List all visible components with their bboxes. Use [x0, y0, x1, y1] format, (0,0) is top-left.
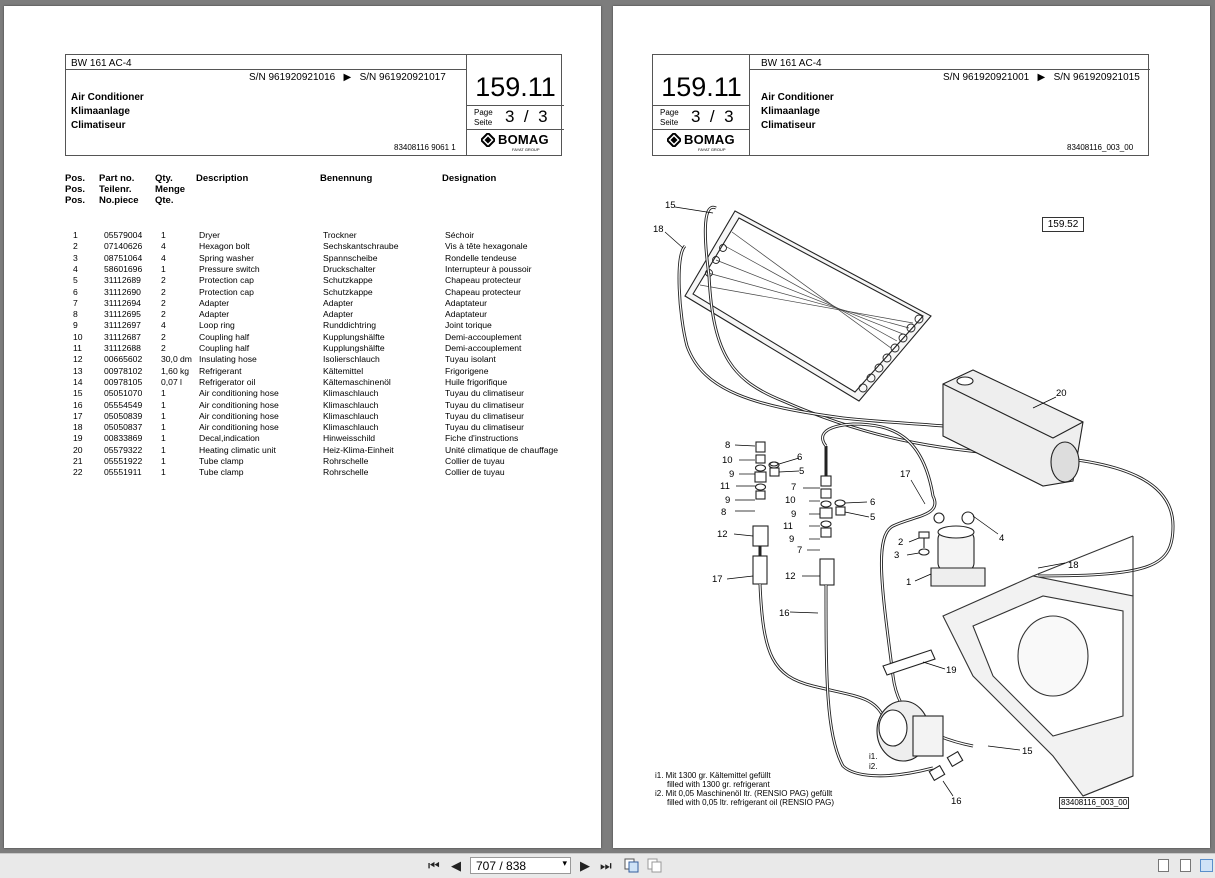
- row-benennung: Druckschalter: [323, 263, 376, 274]
- row-pos: 18: [73, 422, 83, 433]
- row-part-number: 31112687: [104, 331, 141, 342]
- serial-to: S/N 961920921017: [359, 72, 446, 83]
- row-designation: Demi-accouplement: [445, 331, 522, 342]
- row-pos: 2: [73, 241, 78, 252]
- row-pos: 6: [73, 286, 78, 297]
- fittings-right: [770, 446, 845, 585]
- row-pos: 4: [73, 263, 78, 274]
- callout-9: 9: [725, 495, 731, 506]
- row-benennung: Sechskantschraube: [323, 241, 399, 252]
- callout-10: 10: [722, 455, 733, 466]
- row-part-number: 31112695: [104, 309, 141, 320]
- doc-number: 83408116 9061 1: [394, 143, 456, 152]
- doc-number: 83408116_003_00: [1067, 143, 1134, 152]
- row-qty: 4: [161, 252, 166, 263]
- page-layout-icon[interactable]: [647, 858, 662, 873]
- col-part: Part no. Teilenr. No.piece: [99, 173, 139, 206]
- last-page-button[interactable]: ⏭: [600, 858, 612, 873]
- numbox-divider: [467, 129, 564, 130]
- brand-sub: FAYAT GROUP: [512, 147, 540, 152]
- note-i1-de: i1. Mit 1300 gr. Kältemittel gefüllt: [655, 771, 771, 780]
- title-en: Air Conditioner: [761, 92, 834, 103]
- row-pos: 8: [73, 309, 78, 320]
- copy-page-icon[interactable]: [624, 858, 639, 873]
- row-pos: 1: [73, 230, 78, 240]
- right-header-box: [652, 54, 1149, 156]
- first-page-button[interactable]: ⏮: [428, 858, 440, 873]
- row-designation: Tuyau du climatiseur: [445, 410, 524, 421]
- serial-range: S/N 961920921001 ▶ S/N 961920921015: [943, 72, 1140, 83]
- col-designation: Designation: [442, 173, 497, 184]
- section-titles: [761, 91, 834, 133]
- row-pos: 14: [73, 376, 83, 387]
- serial-from: S/N 961920921016: [249, 72, 336, 83]
- row-benennung: Heiz-Klima-Einheit: [323, 444, 394, 455]
- row-description: Air conditioning hose: [199, 410, 279, 421]
- continuous-view-icon[interactable]: [1180, 859, 1191, 872]
- section-number: 159.11: [475, 72, 556, 102]
- bomag-diamond-icon: [481, 133, 495, 147]
- row-part-number: 31112697: [104, 320, 141, 331]
- title-de: Klimaanlage: [761, 106, 820, 117]
- callout-9: 9: [789, 534, 795, 545]
- row-pos: 12: [73, 354, 83, 365]
- row-part-number: 05551911: [104, 467, 142, 478]
- row-description: Coupling half: [199, 331, 250, 342]
- previous-page-button[interactable]: ◀: [451, 858, 461, 873]
- callout-17: 17: [712, 574, 723, 585]
- next-page-button[interactable]: ▶: [580, 858, 590, 873]
- model-name: BW 161 AC-4: [761, 58, 822, 69]
- single-page-view-icon[interactable]: [1158, 859, 1169, 872]
- callout-16: 16: [779, 608, 790, 619]
- row-designation: Adaptateur: [445, 297, 488, 308]
- header-divider: [66, 69, 466, 70]
- row-pos: 13: [73, 365, 83, 376]
- row-pos: 3: [73, 252, 78, 263]
- page-value: 3 / 3: [691, 107, 734, 126]
- callout-15: 15: [665, 200, 676, 211]
- row-description: Hexagon bolt: [199, 241, 250, 252]
- callout-6: 6: [870, 497, 876, 508]
- callout-1: 1: [906, 577, 912, 588]
- row-part-number: 05051070: [104, 388, 143, 399]
- diagram-ref: 83408116_003_00: [1061, 798, 1128, 807]
- row-qty: 30,0: [161, 354, 178, 365]
- row-qty: 4: [161, 241, 166, 252]
- row-pos: 5: [73, 275, 78, 286]
- row-qty: 2: [161, 275, 166, 286]
- row-qty: 4: [161, 320, 166, 331]
- callout-6: 6: [797, 452, 803, 463]
- row-pos: 19: [73, 433, 83, 444]
- numbox-divider: [653, 105, 750, 106]
- row-benennung: Schutzkappe: [323, 275, 373, 286]
- row-description: Dryer: [199, 230, 221, 240]
- page-label: [660, 108, 679, 128]
- row-unit: kg: [180, 365, 190, 376]
- row-description: Air conditioning hose: [199, 422, 279, 433]
- chevron-down-icon: ▾: [562, 858, 567, 868]
- row-pos: 11: [73, 343, 82, 353]
- row-designation: Collier de tuyau: [445, 467, 505, 478]
- callout-12: 12: [717, 529, 728, 540]
- title-en: Air Conditioner: [71, 92, 144, 103]
- row-benennung: Kupplungshälfte: [323, 331, 385, 342]
- row-benennung: Klimaschlauch: [323, 422, 379, 433]
- col-qty: Qty. Menge Qte.: [155, 173, 186, 206]
- row-benennung: Kältemaschinenöl: [323, 376, 391, 387]
- callout-19: 19: [946, 665, 957, 676]
- callout-7: 7: [791, 482, 797, 493]
- row-qty: 1: [161, 456, 166, 466]
- row-qty: 1: [161, 410, 166, 421]
- page-indicator: 707 / 838: [476, 859, 527, 873]
- row-part-number: 31112690: [104, 286, 141, 297]
- exploded-parts-diagram: [613, 156, 1210, 836]
- brand-name: BOMAG: [498, 132, 549, 147]
- left-header-box: [65, 54, 562, 156]
- bomag-diamond-icon: [667, 133, 681, 147]
- row-part-number: 31112688: [104, 343, 141, 353]
- row-designation: Interrupteur à poussoir: [445, 263, 532, 274]
- row-part-number: 00978102: [104, 365, 143, 376]
- row-benennung: Runddichtring: [323, 320, 377, 331]
- callout-11: 11: [720, 481, 730, 492]
- row-qty: 2: [161, 343, 166, 353]
- row-benennung: Adapter: [323, 309, 354, 320]
- left-page: [4, 6, 601, 848]
- section-number: 159.11: [661, 72, 742, 102]
- row-unit: l: [180, 376, 182, 387]
- fittings-left: [753, 442, 779, 584]
- col-benennung: Benennung: [320, 173, 373, 184]
- page-label-de: Seite: [660, 118, 679, 127]
- row-designation: Tuyau du climatiseur: [445, 399, 524, 410]
- row-designation: Chapeau protecteur: [445, 275, 521, 286]
- callout-10: 10: [785, 495, 796, 506]
- row-pos: 15: [73, 388, 83, 399]
- row-benennung: Rohrschelle: [323, 467, 369, 478]
- viewer-toolbar: [0, 853, 1215, 878]
- row-pos: 22: [73, 467, 83, 478]
- serial-from: S/N 961920921001: [943, 72, 1030, 83]
- row-qty: 1: [161, 422, 166, 433]
- brand-name: BOMAG: [684, 132, 735, 147]
- row-part-number: 05579004: [104, 230, 143, 240]
- row-description: Insulating hose: [199, 354, 257, 365]
- row-qty: 1: [161, 433, 166, 444]
- callout-4: 4: [999, 533, 1005, 544]
- row-part-number: 05050839: [104, 410, 143, 421]
- row-description: Spring washer: [199, 252, 254, 263]
- row-description: Protection cap: [199, 275, 254, 286]
- row-pos: 21: [73, 456, 83, 466]
- row-benennung: Trockner: [323, 230, 357, 240]
- row-designation: Frigorigene: [445, 365, 489, 376]
- callout-18: 18: [1068, 560, 1079, 571]
- row-benennung: Kupplungshälfte: [323, 343, 385, 353]
- row-benennung: Spannscheibe: [323, 252, 378, 263]
- row-pos: 16: [73, 399, 83, 410]
- serial-to: S/N 961920921015: [1053, 72, 1140, 83]
- section-number-box: [466, 55, 563, 155]
- row-designation: Fiche d'instructions: [445, 433, 519, 444]
- row-part-number: 00833869: [104, 433, 143, 444]
- row-description: Air conditioning hose: [199, 388, 279, 399]
- bomag-logo: [667, 132, 739, 152]
- row-description: Tube clamp: [199, 456, 244, 466]
- row-qty: 2: [161, 309, 166, 320]
- row-qty: 1: [161, 444, 166, 455]
- row-part-number: 05554549: [104, 399, 143, 410]
- row-qty: 1: [161, 263, 166, 274]
- row-qty: 1: [161, 467, 166, 478]
- row-benennung: Kältemittel: [323, 365, 364, 376]
- row-description: Loop ring: [199, 320, 235, 331]
- numbox-divider: [653, 129, 750, 130]
- callout-20: 20: [1056, 388, 1067, 399]
- row-benennung: Klimaschlauch: [323, 410, 379, 421]
- row-qty: 0,07: [161, 376, 178, 387]
- row-benennung: Hinweisschild: [323, 433, 376, 444]
- row-qty: 1: [161, 230, 166, 240]
- col-description: Description: [196, 173, 249, 184]
- row-designation: Tuyau isolant: [445, 354, 496, 365]
- row-unit: dm: [180, 354, 192, 365]
- row-designation: Séchoir: [445, 230, 475, 240]
- page-label-de: Seite: [474, 118, 493, 127]
- callout-3: 3: [894, 550, 900, 561]
- row-designation: Demi-accouplement: [445, 343, 522, 353]
- bomag-logo: [481, 132, 553, 152]
- callout-7: 7: [797, 545, 803, 556]
- callout-5: 5: [799, 466, 805, 477]
- row-description: Tube clamp: [199, 467, 244, 478]
- callout-5: 5: [870, 512, 876, 523]
- callout-i1: i1.: [869, 752, 878, 761]
- callout-16: 16: [951, 796, 962, 807]
- callout-15: 15: [1022, 746, 1033, 757]
- row-pos: 20: [73, 444, 83, 455]
- two-page-view-icon[interactable]: [1200, 859, 1213, 872]
- row-designation: Vis à tête hexagonale: [445, 241, 528, 252]
- note-i2-de: i2. Mit 0,05 Maschinenöl ltr. (RENSIO PAG) gefüllt: [655, 789, 833, 798]
- row-description: Pressure switch: [199, 263, 260, 274]
- row-designation: Rondelle tendeuse: [445, 252, 517, 263]
- row-designation: Huile frigorifique: [445, 376, 508, 387]
- page-value: 3 / 3: [505, 107, 548, 126]
- callout-2: 2: [898, 537, 904, 548]
- row-qty: 2: [161, 297, 166, 308]
- brand-sub: FAYAT GROUP: [698, 147, 726, 152]
- row-pos: 10: [73, 331, 83, 342]
- title-fr: Climatiseur: [71, 120, 126, 131]
- page-label: [474, 108, 493, 128]
- row-part-number: 00665602: [104, 354, 143, 365]
- title-de: Klimaanlage: [71, 106, 130, 117]
- row-description: Protection cap: [199, 286, 254, 297]
- callout-8: 8: [725, 440, 731, 451]
- row-description: Adapter: [199, 297, 230, 308]
- row-designation: Adaptateur: [445, 309, 488, 320]
- callout-8: 8: [721, 507, 727, 518]
- row-part-number: 07140626: [104, 241, 143, 252]
- row-qty: 1,60: [161, 365, 178, 376]
- callout-11: 11: [783, 521, 793, 532]
- callout-i2: i2.: [869, 762, 878, 771]
- row-benennung: Schutzkappe: [323, 286, 373, 297]
- reference-box: 159.52: [1042, 217, 1084, 232]
- row-part-number: 05551922: [104, 456, 143, 466]
- row-designation: Chapeau protecteur: [445, 286, 521, 297]
- row-description: Air conditioning hose: [199, 399, 279, 410]
- model-name: BW 161 AC-4: [71, 58, 132, 69]
- row-part-number: 08751064: [104, 252, 143, 263]
- row-part-number: 31112694: [104, 297, 141, 308]
- callout-17: 17: [900, 469, 911, 480]
- header-divider: [750, 69, 1150, 70]
- row-designation: Tuyau du climatiseur: [445, 422, 524, 433]
- row-pos: 7: [73, 297, 78, 308]
- row-benennung: Rohrschelle: [323, 456, 369, 466]
- row-description: Coupling half: [199, 343, 250, 353]
- numbox-divider: [467, 105, 564, 106]
- serial-range: S/N 961920921016 ▶ S/N 961920921017: [249, 72, 446, 83]
- row-designation: Tuyau du climatiseur: [445, 388, 524, 399]
- row-designation: Joint torique: [445, 320, 492, 331]
- col-pos: Pos. Pos. Pos.: [65, 173, 86, 206]
- note-i1-en: filled with 1300 gr. refrigerant: [667, 780, 770, 789]
- condenser: [685, 211, 931, 401]
- row-description: Refrigerator oil: [199, 376, 256, 387]
- page-selector[interactable]: [470, 857, 571, 874]
- section-titles: [71, 91, 144, 133]
- row-benennung: Isolierschlauch: [323, 354, 380, 365]
- section-number-box: [653, 55, 750, 155]
- row-benennung: Klimaschlauch: [323, 399, 379, 410]
- row-part-number: 58601696: [104, 263, 143, 274]
- row-qty: 1: [161, 388, 166, 399]
- row-part-number: 05050837: [104, 422, 143, 433]
- title-fr: Climatiseur: [761, 120, 816, 131]
- note-i2-en: filled with 0,05 ltr. refrigerant oil (RENSIO PAG): [667, 798, 835, 807]
- row-designation: Unité climatique de chauffage: [445, 444, 559, 455]
- callout-12: 12: [785, 571, 796, 582]
- callout-9: 9: [791, 509, 797, 520]
- page-label-en: Page: [474, 108, 493, 117]
- dryer: [931, 512, 985, 586]
- row-description: Adapter: [199, 309, 230, 320]
- page-label-en: Page: [660, 108, 679, 117]
- callout-18: 18: [653, 224, 664, 235]
- row-description: Heating climatic unit: [199, 444, 276, 455]
- row-part-number: 00978105: [104, 376, 143, 387]
- row-description: Refrigerant: [199, 365, 242, 376]
- row-part-number: 05579322: [104, 444, 143, 455]
- row-qty: 1: [161, 399, 166, 410]
- row-pos: 9: [73, 320, 78, 331]
- right-page: [613, 6, 1210, 848]
- row-qty: 2: [161, 286, 166, 297]
- row-description: Decal,indication: [199, 433, 260, 444]
- row-benennung: Klimaschlauch: [323, 388, 379, 399]
- row-part-number: 31112689: [104, 275, 141, 286]
- row-qty: 2: [161, 331, 166, 342]
- row-designation: Collier de tuyau: [445, 456, 505, 466]
- callout-9: 9: [729, 469, 735, 480]
- row-pos: 17: [73, 410, 83, 421]
- row-benennung: Adapter: [323, 297, 354, 308]
